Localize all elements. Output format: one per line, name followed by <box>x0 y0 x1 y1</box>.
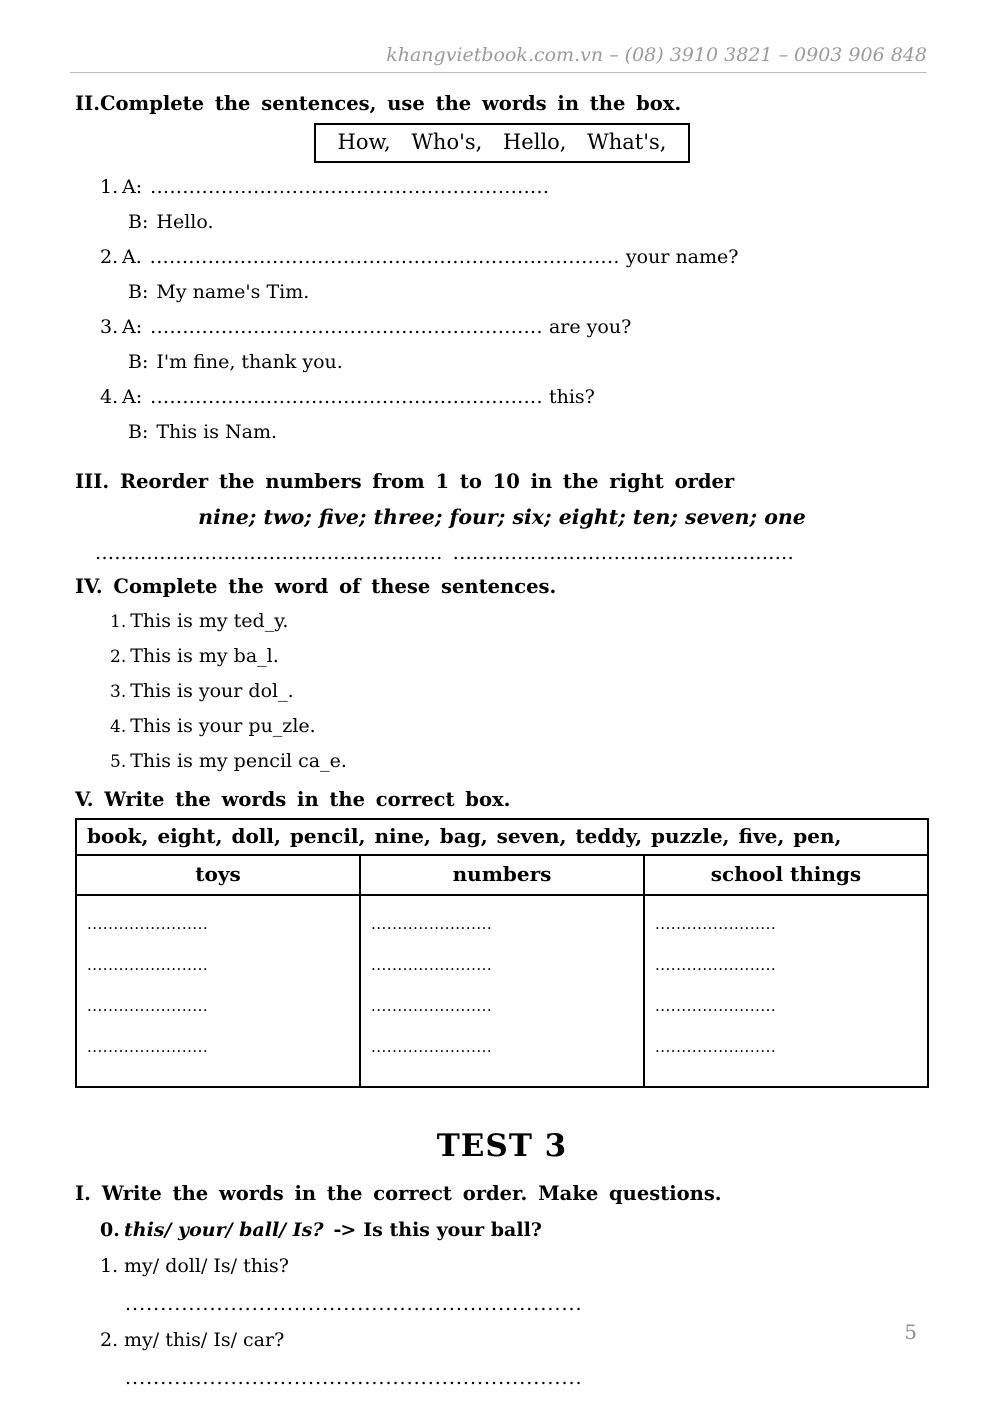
dialogue-line-3a <box>75 315 929 339</box>
dialogue-line-1a <box>75 175 929 199</box>
page-content <box>75 92 929 1396</box>
sentence-text: This is my ba_l. <box>130 645 279 667</box>
speaker-label: B: <box>128 421 149 443</box>
item-number: 5. <box>110 752 127 772</box>
speaker-label: B: <box>128 211 149 233</box>
dialogue-line-1b <box>75 210 929 234</box>
section2-heading: II.Complete the sentences, use the words in the box. <box>75 92 682 115</box>
fill-blank: ................................................................. <box>125 1367 583 1389</box>
speaker-label: B: <box>128 281 149 303</box>
section4-item-5 <box>110 749 929 774</box>
section4-heading: IV. Complete the word of these sentences. <box>75 575 557 598</box>
scrambled-words: this/ your/ ball/ Is? <box>124 1219 324 1241</box>
section3-heading: III. Reorder the numbers from 1 to 10 in the right order <box>75 470 735 493</box>
table-word-list: book, eight, doll, pencil, nine, bag, seven, teddy, puzzle, five, pen, <box>76 819 928 855</box>
column-header-numbers: numbers <box>360 855 644 895</box>
sentence-text: This is your pu_zle. <box>130 715 316 737</box>
table-row <box>76 855 928 895</box>
word-bank-box: How, Who's, Hello, What's, <box>314 123 691 163</box>
scrambled-words: my/ this/ Is/ car? <box>124 1329 285 1351</box>
fill-blank: ....................... <box>371 915 493 933</box>
fill-blank: .............................................................. <box>150 176 550 198</box>
sentence-text: This is my ted_y. <box>130 610 289 632</box>
test3-title: TEST 3 <box>436 1128 568 1164</box>
speaker-label: A. <box>122 246 142 268</box>
column-header-school-things: school things <box>644 855 928 895</box>
item-number: 2. <box>110 647 127 667</box>
speaker-label: A: <box>122 176 143 198</box>
section4-item-1 <box>110 609 929 634</box>
fill-blank: ....................... <box>371 1038 493 1056</box>
dialogue-line-3b <box>75 350 929 374</box>
fill-blank: ....................... <box>371 956 493 974</box>
item-number: 1. <box>100 176 119 198</box>
column-header-toys: toys <box>76 855 360 895</box>
table-row <box>76 819 928 855</box>
item-number: 1. <box>100 1255 119 1277</box>
sentence-suffix: are you? <box>548 316 632 338</box>
scrambled-words: my/ doll/ Is/ this? <box>124 1255 289 1277</box>
fill-blank: ....................... <box>87 1038 209 1056</box>
response-text: I'm fine, thank you. <box>156 351 343 373</box>
fill-blank: ....................... <box>655 1038 777 1056</box>
section3-number-words: nine; two; five; three; four; six; eight; ten; seven; one <box>198 505 806 529</box>
arrow-icon: -> <box>333 1219 356 1241</box>
item-number: 2. <box>100 1329 119 1351</box>
fill-blank: ....................... <box>655 915 777 933</box>
item-number: 4. <box>100 386 119 408</box>
speaker-label: A: <box>122 316 143 338</box>
test3-example-line <box>100 1218 929 1242</box>
fill-blank: ...................................................... <box>95 542 443 564</box>
fill-blank: ..................................................... <box>452 542 795 564</box>
test3-section1-heading: I. Write the words in the correct order. Make questions. <box>75 1182 722 1205</box>
dialogue-line-4b <box>75 420 929 444</box>
item-number: 4. <box>110 717 127 737</box>
fill-blank: ....................... <box>655 997 777 1015</box>
publisher-contact: khangvietbook.com.vn – (08) 3910 3821 – 0903 906 848 <box>386 44 927 66</box>
fill-blank: ....................... <box>87 997 209 1015</box>
dialogue-line-2a <box>75 245 929 269</box>
section4-item-4 <box>110 714 929 739</box>
fill-blank: ......................................................................... <box>149 246 620 268</box>
table-row <box>76 895 928 1087</box>
numbers-answer-cell <box>360 895 644 1087</box>
section3-answer-line <box>75 541 929 565</box>
fill-blank: ............................................................. <box>150 386 543 408</box>
fill-blank: ....................... <box>655 956 777 974</box>
example-answer: Is this your ball? <box>363 1219 542 1241</box>
fill-blank: ....................... <box>87 956 209 974</box>
item-number: 3. <box>100 316 119 338</box>
response-text: Hello. <box>156 211 214 233</box>
fill-blank: ............................................................. <box>150 316 543 338</box>
section5-heading: V. Write the words in the correct box. <box>75 788 511 811</box>
fill-blank: ....................... <box>87 915 209 933</box>
dialogue-line-2b <box>75 280 929 304</box>
sentence-suffix: this? <box>548 386 595 408</box>
toys-answer-cell <box>76 895 360 1087</box>
page-number: 5 <box>904 1320 917 1344</box>
page-header <box>70 44 927 73</box>
test3-item-1 <box>100 1254 929 1278</box>
sentence-text: This is my pencil ca_e. <box>130 750 347 772</box>
item-number: 1. <box>110 612 127 632</box>
item-number: 3. <box>110 682 127 702</box>
item-number: 2. <box>100 246 119 268</box>
dialogue-line-4a <box>75 385 929 409</box>
school-things-answer-cell <box>644 895 928 1087</box>
fill-blank: ................................................................. <box>125 1293 583 1315</box>
section4-item-2 <box>110 644 929 669</box>
section4-item-3 <box>110 679 929 704</box>
speaker-label: A: <box>122 386 143 408</box>
fill-blank: ....................... <box>371 997 493 1015</box>
response-text: This is Nam. <box>156 421 278 443</box>
response-text: My name's Tim. <box>156 281 310 303</box>
sentence-text: This is your dol_. <box>130 680 294 702</box>
item-number: 0. <box>100 1219 120 1241</box>
sentence-suffix: your name? <box>625 246 739 268</box>
speaker-label: B: <box>128 351 149 373</box>
word-sort-table <box>75 818 929 1088</box>
test3-item-2 <box>100 1328 929 1352</box>
